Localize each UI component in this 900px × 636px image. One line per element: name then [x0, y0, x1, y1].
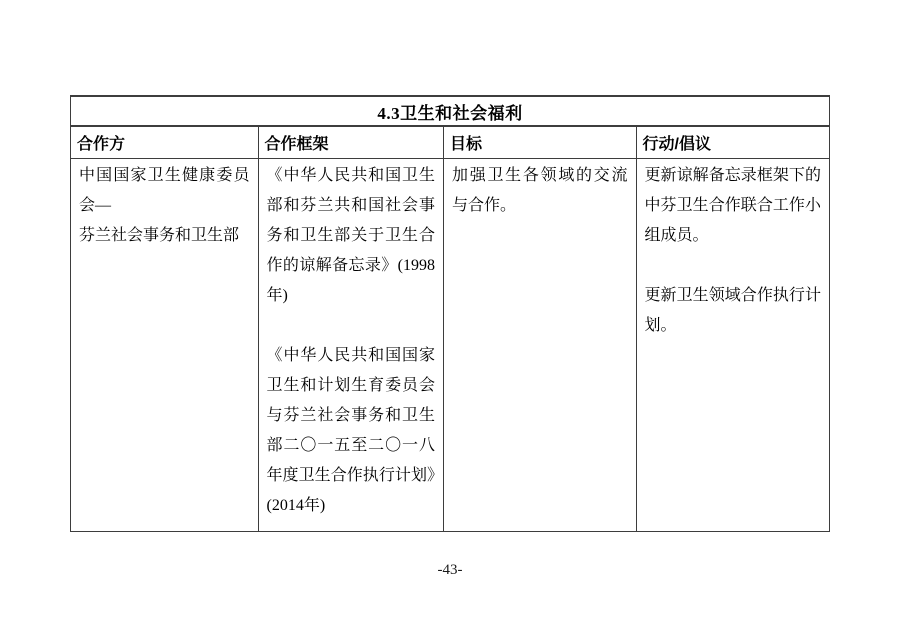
- table-title-row: [71, 97, 829, 127]
- table-header-row: [71, 127, 829, 159]
- table-body-row: [71, 159, 829, 531]
- objective-text: 加强卫生各领域的交流与合作。: [452, 167, 628, 214]
- framework-plan-2014: 《中华人民共和国国家卫生和计划生育委员会与芬兰社会事务和卫生部二〇一五至二〇一八年度卫生合作执行计划》(2014年): [266, 347, 436, 514]
- actions-cell: [637, 159, 829, 531]
- framework-memorandum-1998: 《中华人民共和国卫生部和芬兰共和国社会事务和卫生部关于卫生合作的谅解备忘录》(1998年): [266, 167, 436, 304]
- column-header-framework: 合作框架: [259, 127, 445, 158]
- partner-name-finland: 芬兰社会事务和卫生部: [79, 227, 240, 244]
- action-update-working-group: 更新谅解备忘录框架下的中芬卫生合作联合工作小组成员。: [644, 167, 821, 244]
- column-header-partner: 合作方: [71, 127, 259, 158]
- partner-name-china: 中国国家卫生健康委员会—: [79, 167, 250, 214]
- table-title: 4.3卫生和社会福利: [377, 103, 523, 123]
- cooperation-table: [70, 95, 830, 532]
- column-header-objective: 目标: [444, 127, 637, 158]
- framework-cell: [259, 159, 445, 531]
- objective-cell: [444, 159, 636, 531]
- partner-cell: [71, 159, 259, 531]
- column-header-actions: 行动/倡议: [642, 136, 711, 153]
- action-update-plan: 更新卫生领域合作执行计划。: [644, 287, 821, 334]
- page-number: -43-: [437, 562, 463, 578]
